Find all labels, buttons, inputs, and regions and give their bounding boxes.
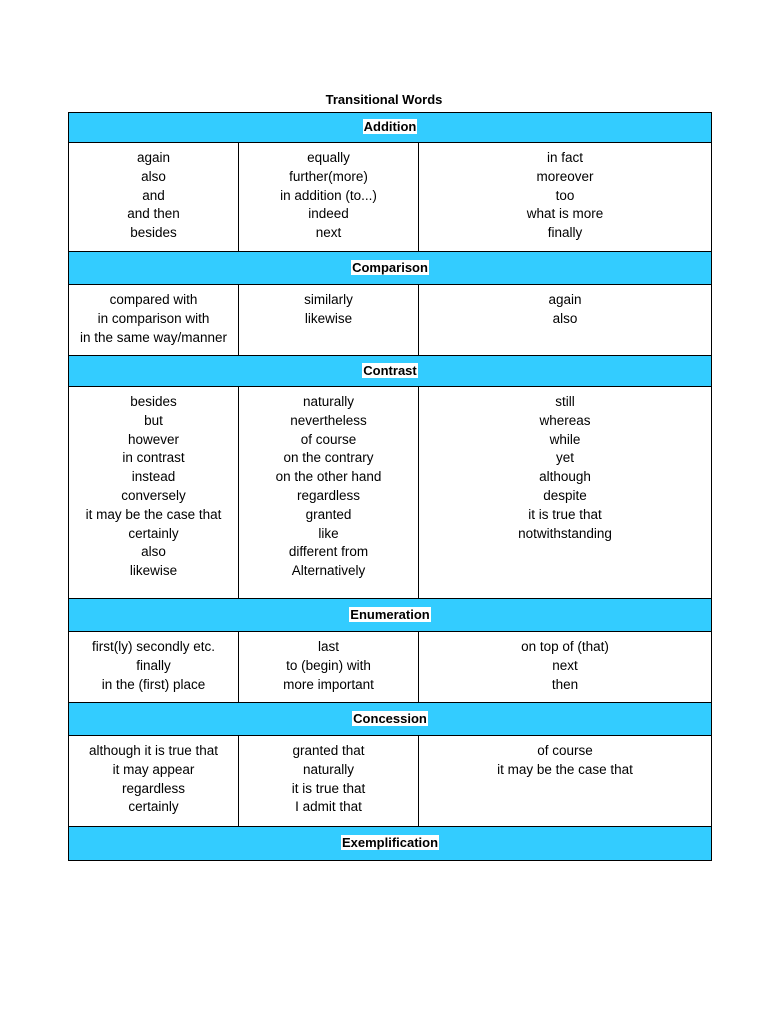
transition-word: of course: [300, 431, 357, 447]
transition-word: again: [548, 292, 582, 307]
transition-word: finally: [136, 657, 171, 673]
transition-word: it is true that: [528, 506, 602, 522]
section-heading: Comparison: [352, 259, 428, 275]
transition-word: it is true that: [291, 780, 366, 796]
section-header-cell: [69, 599, 712, 632]
transition-word: granted that: [292, 743, 365, 758]
transition-word: in the (first) place: [101, 676, 206, 692]
transition-word: naturally: [302, 761, 355, 777]
transition-word: of course: [537, 743, 593, 758]
transition-word: what is more: [526, 206, 604, 222]
transition-word: however: [127, 431, 180, 447]
transition-word: in addition (to...): [280, 187, 377, 203]
transition-word: too: [555, 187, 575, 203]
section-heading: Enumeration: [350, 606, 430, 622]
transition-word: finally: [547, 225, 583, 241]
transition-word: then: [551, 676, 579, 692]
transition-word: likewise: [304, 310, 353, 326]
word-column-1: [69, 387, 239, 599]
word-column-1: [69, 632, 239, 703]
section-body-row: [69, 143, 712, 252]
transition-word: and: [142, 187, 165, 203]
section-heading: Concession: [353, 710, 427, 726]
section-header-cell: [69, 252, 712, 285]
section-heading: Addition: [363, 119, 417, 135]
section-heading: Contrast: [363, 362, 417, 378]
transition-word: conversely: [121, 487, 186, 503]
transition-word: instead: [131, 469, 176, 485]
word-column-3: [419, 736, 712, 827]
transition-word: granted: [305, 506, 352, 522]
transition-word: besides: [130, 394, 177, 409]
section-header-row: [69, 252, 712, 285]
transition-word: also: [141, 544, 166, 560]
transition-word: indeed: [308, 206, 349, 222]
transition-word: certainly: [128, 799, 179, 815]
transition-word: on the contrary: [283, 450, 374, 466]
transition-word: regardless: [121, 780, 186, 796]
transition-word: also: [552, 310, 578, 326]
transition-word: on top of (that): [521, 639, 609, 654]
word-column-2: [239, 736, 419, 827]
page-title: Transitional Words: [325, 92, 443, 107]
transition-word: more important: [283, 676, 374, 692]
transition-word: next: [552, 657, 578, 673]
section-header-row: [69, 827, 712, 861]
transition-word: first(ly) secondly etc.: [91, 639, 216, 654]
word-column-1: [69, 143, 239, 252]
transition-word: despite: [543, 487, 587, 503]
transition-word: I admit that: [295, 799, 362, 815]
transition-word: naturally: [302, 394, 355, 409]
section-body-row: [69, 387, 712, 599]
transition-word: yet: [556, 450, 575, 466]
section-body-row: [69, 285, 712, 356]
transition-word: certainly: [128, 525, 179, 541]
transition-word: in comparison with: [97, 310, 210, 326]
transition-word: it may be the case that: [497, 761, 633, 777]
transition-word: in fact: [547, 150, 584, 165]
transition-word: again: [136, 150, 171, 165]
word-column-2: [239, 285, 419, 356]
word-column-2: [239, 387, 419, 599]
word-column-1: [69, 285, 239, 356]
section-header-row: [69, 599, 712, 632]
word-column-2: [239, 143, 419, 252]
transition-word: although it is true that: [88, 743, 219, 758]
transition-word: to (begin) with: [286, 657, 371, 673]
word-column-2: [239, 632, 419, 703]
section-header-cell: [69, 113, 712, 143]
transition-word: it may appear: [112, 761, 195, 777]
transition-word: last: [317, 639, 339, 654]
transition-word: similarly: [304, 292, 353, 307]
transition-word: still: [555, 394, 575, 409]
word-column-3: [419, 632, 712, 703]
transition-word: nevertheless: [290, 412, 367, 428]
section-header-row: [69, 356, 712, 387]
transition-word: in contrast: [122, 450, 185, 466]
transition-word: equally: [307, 150, 350, 165]
transition-word: but: [144, 412, 163, 428]
word-column-3: [419, 387, 712, 599]
transition-word: besides: [130, 225, 177, 241]
section-header-row: [69, 703, 712, 736]
transition-word: also: [141, 168, 166, 184]
word-column-3: [419, 285, 712, 356]
transition-word: moreover: [536, 168, 594, 184]
transition-word: further(more): [289, 168, 368, 184]
section-heading: Exemplification: [341, 835, 439, 851]
transition-word: next: [315, 225, 342, 241]
transition-word: it may be the case that: [85, 506, 222, 522]
section-header-cell: [69, 356, 712, 387]
transition-word: in the same way/manner: [79, 329, 228, 345]
transition-word: likewise: [129, 563, 178, 579]
transition-word: and then: [127, 206, 180, 222]
transition-word: different from: [288, 544, 369, 560]
word-column-3: [419, 143, 712, 252]
transition-word: Alternatively: [291, 563, 366, 579]
section-body-row: [69, 736, 712, 827]
transition-word: while: [549, 431, 581, 447]
transition-word: compared with: [109, 292, 198, 307]
section-body-row: [69, 632, 712, 703]
section-header-cell: [69, 703, 712, 736]
transition-word: regardless: [296, 487, 361, 503]
transition-word: like: [318, 525, 339, 541]
transition-word: whereas: [539, 412, 591, 428]
transition-word: notwithstanding: [518, 525, 612, 541]
transitional-words-table: [68, 112, 712, 861]
transition-word: although: [539, 469, 591, 485]
section-header-row: [69, 113, 712, 143]
word-column-1: [69, 736, 239, 827]
section-header-cell: [69, 827, 712, 861]
transition-word: on the other hand: [275, 469, 382, 485]
